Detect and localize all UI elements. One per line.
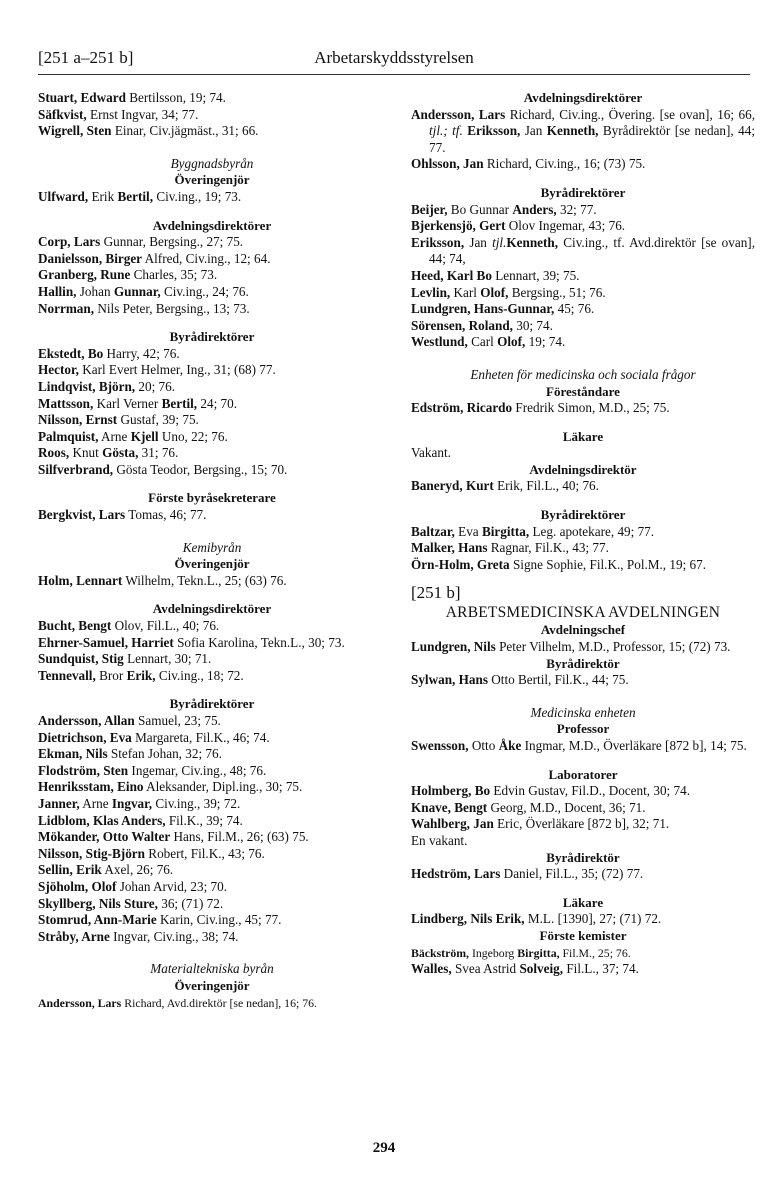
- entry-details: Edvin Gustav, Fil.D., Docent, 30; 74.: [490, 783, 690, 799]
- entry-details: Vakant.: [411, 445, 451, 461]
- entry-details: Margareta, Fil.K., 46; 74.: [131, 729, 270, 745]
- entry-details: Bergsing., 51; 76.: [508, 284, 606, 300]
- entry-surname: Ohlsson, Jan: [411, 156, 484, 172]
- entry-details: Arne: [98, 428, 131, 444]
- directory-entry: [38, 507, 386, 524]
- entry-surname: Beijer,: [411, 201, 448, 217]
- entry-details: Civ.ing., 18; 72.: [155, 667, 244, 683]
- directory-entry: [38, 846, 386, 863]
- entry-surname: Eriksson,: [411, 234, 465, 250]
- running-title: Arbetarskyddsstyrelsen: [314, 48, 474, 67]
- directory-entry: [38, 90, 386, 107]
- entry-details: Richard, Civ.ing., Övering. [se ovan], 16; 66,: [505, 106, 756, 122]
- entry-details: 19; 74.: [525, 334, 566, 350]
- entry-surname: Edström, Ricardo: [411, 400, 513, 416]
- directory-entry: [411, 218, 755, 235]
- entry-surname: Westlund,: [411, 334, 468, 350]
- directory-entry: [411, 235, 755, 268]
- directory-entry: [38, 779, 386, 796]
- entry-surname: Stråby, Arne: [38, 928, 110, 944]
- position-heading: Avdelningsdirektörer: [152, 601, 272, 617]
- entry-details: Einar, Civ.jägmäst., 31; 66.: [111, 123, 259, 139]
- directory-entry: [411, 800, 755, 817]
- entry-surname: Danielsson, Birger: [38, 250, 143, 266]
- directory-entry: [38, 651, 386, 668]
- entry-surname: Mökander, Otto Walter: [38, 829, 171, 845]
- position-heading: Avdelningsdirektör: [529, 461, 637, 477]
- entry-details: Civ.ing., 19; 73.: [153, 188, 242, 204]
- entry-details: Leg. apotekare, 49; 77.: [529, 523, 655, 539]
- entry-details: Hans, Fil.M., 26; (63) 75.: [170, 829, 309, 845]
- entry-details: Ingeborg: [469, 945, 518, 960]
- directory-entry: [411, 672, 755, 689]
- directory-entry: [38, 730, 386, 747]
- entry-details: Erik, Fil.L., 40; 76.: [493, 478, 599, 494]
- directory-entry: [38, 912, 386, 929]
- entry-note: tjl.; tf.: [429, 123, 463, 139]
- directory-entry: [411, 866, 755, 883]
- entry-details: Eva: [454, 523, 482, 539]
- directory-entry: [411, 445, 755, 462]
- entry-details: 45; 76.: [554, 301, 595, 317]
- directory-entry: [38, 763, 386, 780]
- entry-details: Bo Gunnar: [447, 201, 513, 217]
- entry-callname: Kenneth,: [506, 234, 559, 250]
- entry-details: Peter Vilhelm, M.D., Professor, 15; (72) 73.: [495, 639, 731, 655]
- position-heading: Avdelningsdirektörer: [152, 217, 272, 233]
- entry-callname: Erik,: [126, 667, 156, 683]
- directory-entry: [411, 540, 755, 557]
- directory-entry: [38, 668, 386, 685]
- entry-details: Jan: [520, 123, 547, 139]
- entry-surname: Ekman, Nils: [38, 746, 108, 762]
- header-rule: [38, 74, 750, 75]
- entry-surname: Holmberg, Bo: [411, 783, 491, 799]
- entry-surname: Sjöholm, Olof: [38, 878, 117, 894]
- entry-surname: Janner,: [38, 795, 80, 811]
- entry-surname: Nilsson, Stig-Björn: [38, 845, 145, 861]
- entry-details: Arne: [79, 795, 112, 811]
- entry-callname: Olof,: [480, 284, 509, 300]
- section-heading: Materialtekniska byrån: [150, 961, 274, 977]
- position-heading: Laboratorer: [548, 766, 618, 782]
- entry-details: Fil.L., 37; 74.: [563, 961, 639, 977]
- entry-surname: Hedström, Lars: [411, 866, 501, 882]
- directory-entry: [38, 879, 386, 896]
- entry-details: Jan: [464, 234, 493, 250]
- directory-entry: [411, 524, 755, 541]
- entry-details: Fredrik Simon, M.D., 25; 75.: [512, 400, 670, 416]
- entry-surname: Andersson, Lars: [411, 106, 506, 122]
- entry-callname: Ingvar,: [111, 795, 153, 811]
- page-number: 294: [372, 1140, 396, 1156]
- entry-details: Olov Ingemar, 43; 76.: [505, 218, 626, 234]
- section-heading: Enheten för medicinska och sociala frågor: [470, 366, 696, 382]
- entry-details: 31; 76.: [138, 445, 179, 461]
- entry-surname: Dietrichson, Eva: [38, 729, 132, 745]
- directory-entry: [411, 911, 755, 928]
- entry-details: Robert, Fil.K., 43; 76.: [144, 845, 265, 861]
- entry-details: Karl Verner: [93, 395, 162, 411]
- entry-details: Nils Peter, Bergsing., 13; 73.: [94, 300, 250, 316]
- entry-details: Bror: [95, 667, 127, 683]
- entry-details: Fil.K., 39; 74.: [165, 812, 243, 828]
- entry-surname: Andersson, Allan: [38, 713, 135, 728]
- entry-details: M.L. [1390], 27; (71) 72.: [524, 911, 662, 927]
- entry-details: Civ.ing., 24; 76.: [160, 283, 249, 299]
- entry-details: Svea Astrid: [451, 961, 520, 977]
- entry-surname: Granberg, Rune: [38, 267, 131, 283]
- entry-surname: Flodström, Sten: [38, 762, 129, 778]
- entry-surname: Malker, Hans: [411, 540, 488, 556]
- entry-surname: Ehrner-Samuel, Harriet: [38, 634, 174, 650]
- running-header: [38, 48, 750, 72]
- entry-surname: Sörensen, Roland,: [411, 317, 513, 333]
- entry-details: Civ.ing., tf. Avd.direktör [se ovan], 44; 74,: [429, 234, 755, 267]
- directory-entry: [38, 267, 386, 284]
- entry-details: Byrådirektör [se nedan], 44; 77.: [429, 123, 755, 155]
- directory-entry: [411, 334, 755, 351]
- position-heading: Föreståndare: [546, 383, 620, 399]
- entry-surname: Lundgren, Hans-Gunnar,: [411, 301, 555, 317]
- entry-details: Charles, 35; 73.: [130, 267, 218, 283]
- directory-entry: [38, 379, 386, 396]
- position-heading: Överingenjör: [174, 977, 250, 993]
- directory-entry: [38, 929, 386, 946]
- entry-details: 30; 74.: [512, 317, 553, 333]
- entry-surname: Hector,: [38, 362, 79, 378]
- directory-entry: [411, 301, 755, 318]
- entry-details: Carl: [467, 334, 498, 350]
- entry-details: Gösta Teodor, Bergsing., 15; 70.: [113, 461, 288, 477]
- entry-details: Tomas, 46; 77.: [125, 507, 207, 523]
- entry-details: Otto: [468, 738, 499, 753]
- position-heading: Förste kemister: [539, 927, 627, 943]
- entry-details: Daniel, Fil.L., 35; (72) 77.: [500, 866, 644, 882]
- entry-surname: Andersson, Lars: [38, 995, 122, 1010]
- directory-entry: [411, 285, 755, 302]
- entry-callname: Kjell: [130, 428, 159, 444]
- left-column: [38, 90, 386, 1011]
- directory-entry: [38, 618, 386, 635]
- entry-details: Karl Evert Helmer, Ing., 31; (68) 77.: [78, 362, 276, 378]
- entry-surname: Norrman,: [38, 300, 95, 316]
- position-heading: Byrådirektörer: [540, 184, 626, 200]
- entry-details: En vakant.: [411, 832, 468, 848]
- entry-details: Wilhelm, Tekn.L., 25; (63) 76.: [122, 572, 287, 588]
- entry-surname: Baneryd, Kurt: [411, 478, 494, 494]
- directory-entry: [411, 738, 755, 755]
- entry-surname: Bergkvist, Lars: [38, 507, 126, 523]
- directory-entry: [38, 396, 386, 413]
- entry-surname: Skyllberg, Nils Sture,: [38, 895, 158, 911]
- directory-entry: [411, 945, 755, 962]
- position-heading: Överingenjör: [174, 556, 250, 572]
- entry-surname: Corp, Lars: [38, 234, 101, 250]
- entry-surname: Mattsson,: [38, 395, 94, 411]
- entry-details: Signe Sophie, Fil.K., Pol.M., 19; 67.: [509, 556, 707, 572]
- entry-surname: Heed, Karl Bo: [411, 267, 492, 283]
- directory-entry: [38, 862, 386, 879]
- entry-callname: Kenneth,: [546, 123, 599, 139]
- entry-callname: Åke: [498, 738, 522, 753]
- entry-details: Johan: [76, 283, 114, 299]
- entry-surname: Wigrell, Sten: [38, 123, 112, 139]
- entry-callname: Anders,: [512, 201, 557, 217]
- entry-surname: Ulfward,: [38, 188, 89, 204]
- entry-details: Lennart, 39; 75.: [491, 267, 580, 283]
- entry-details: Knut: [69, 445, 103, 461]
- entry-surname: Sylwan, Hans: [411, 672, 488, 688]
- directory-entry: [38, 429, 386, 446]
- entry-surname: Wahlberg, Jan: [411, 816, 494, 832]
- entry-surname: Levlin,: [411, 284, 451, 300]
- directory-entry: [38, 713, 386, 730]
- directory-entry: [38, 573, 386, 590]
- directory-entry: [411, 783, 755, 800]
- entry-callname: Solveig,: [519, 961, 564, 977]
- directory-entry: [38, 995, 386, 1012]
- entry-details: 32; 77.: [556, 201, 597, 217]
- entry-details: 20; 76.: [135, 378, 176, 394]
- directory-entry: [38, 107, 386, 124]
- directory-entry: [38, 301, 386, 318]
- entry-details: Otto Bertil, Fil.K., 44; 75.: [487, 672, 629, 688]
- entry-surname: Palmquist,: [38, 428, 99, 444]
- entry-details: Ragnar, Fil.K., 43; 77.: [487, 540, 609, 556]
- entry-callname: Bertil,: [161, 395, 198, 411]
- directory-entry: [38, 829, 386, 846]
- directory-entry: [411, 833, 755, 850]
- directory-entry: [38, 346, 386, 363]
- entry-details: Richard, Avd.direktör [se nedan], 16; 76.: [121, 995, 317, 1010]
- directory-entry: [411, 400, 755, 417]
- directory-entry: [38, 462, 386, 479]
- directory-entry: [38, 635, 386, 652]
- entry-details: 24; 70.: [197, 395, 238, 411]
- entry-callname: Eriksson,: [462, 123, 521, 139]
- section-heading: Byggnadsbyrån: [170, 155, 254, 171]
- entry-surname: Lindqvist, Björn,: [38, 378, 136, 394]
- entry-details: Gunnar, Bergsing., 27; 75.: [100, 234, 244, 250]
- directory-entry: [38, 362, 386, 379]
- directory-entry: [411, 268, 755, 285]
- directory-entry: [411, 202, 755, 219]
- entry-surname: Tennevall,: [38, 667, 96, 683]
- directory-entry: [38, 284, 386, 301]
- department-title: ARBETSMEDICINSKA AVDELNINGEN: [445, 604, 721, 622]
- entry-callname: Gösta,: [102, 445, 139, 461]
- directory-entry: [411, 961, 755, 978]
- directory-entry: [38, 896, 386, 913]
- directory-entry: [38, 746, 386, 763]
- entry-surname: Baltzar,: [411, 523, 455, 539]
- entry-details: Georg, M.D., Docent, 36; 71.: [487, 799, 646, 815]
- right-column: [411, 90, 755, 978]
- directory-entry: [411, 557, 755, 574]
- entry-surname: Nilsson, Ernst: [38, 412, 118, 428]
- position-heading: Byrådirektörer: [169, 696, 255, 712]
- directory-entry: [411, 478, 755, 495]
- entry-details: Ingemar, Civ.ing., 48; 76.: [128, 762, 267, 778]
- entry-details: Bertilsson, 19; 74.: [125, 90, 226, 105]
- entry-surname: Silfverbrand,: [38, 461, 114, 477]
- entry-surname: Knave, Bengt: [411, 799, 488, 815]
- directory-entry: [38, 813, 386, 830]
- section-number: [251 b]: [411, 583, 461, 603]
- entry-details: Gustaf, 39; 75.: [117, 412, 199, 428]
- directory-entry: [38, 189, 386, 206]
- entry-note: tjl.: [492, 234, 507, 250]
- entry-details: Ernst Ingvar, 34; 77.: [86, 106, 199, 122]
- position-heading: Överingenjör: [174, 172, 250, 188]
- directory-entry: [411, 156, 755, 173]
- entry-surname: Ekstedt, Bo: [38, 345, 104, 361]
- position-heading: Professor: [556, 721, 610, 737]
- directory-entry: [411, 107, 755, 157]
- directory-entry: [38, 412, 386, 429]
- entry-surname: Holm, Lennart: [38, 572, 123, 588]
- entry-surname: Sundquist, Stig: [38, 651, 124, 667]
- entry-surname: Sellin, Erik: [38, 862, 102, 878]
- directory-entry: [411, 816, 755, 833]
- page-range: [251 a–251 b]: [38, 48, 134, 67]
- position-heading: Läkare: [562, 894, 604, 910]
- entry-surname: Stuart, Edward: [38, 90, 126, 105]
- directory-entry: [411, 639, 755, 656]
- entry-details: Sofia Karolina, Tekn.L., 30; 73.: [173, 634, 345, 650]
- directory-entry: [38, 234, 386, 251]
- entry-details: Eric, Överläkare [872 b], 32; 71.: [493, 816, 670, 832]
- entry-details: Fil.M., 25; 76.: [559, 945, 631, 960]
- entry-details: Olov, Fil.L., 40; 76.: [111, 618, 220, 634]
- entry-details: Ingvar, Civ.ing., 38; 74.: [109, 928, 239, 944]
- entry-callname: Birgitta,: [481, 523, 530, 539]
- entry-details: Karin, Civ.ing., 45; 77.: [156, 912, 282, 928]
- directory-entry: [38, 251, 386, 268]
- entry-details: Karl: [450, 284, 481, 300]
- position-heading: Byrådirektörer: [540, 507, 626, 523]
- entry-callname: Bertil,: [117, 188, 154, 204]
- entry-surname: Örn-Holm, Greta: [411, 556, 510, 572]
- section-heading: Kemibyrån: [182, 539, 242, 555]
- entry-surname: Walles,: [411, 961, 452, 977]
- entry-details: Samuel, 23; 75.: [134, 713, 221, 728]
- entry-details: Uno, 22; 76.: [158, 428, 228, 444]
- entry-details: Aleksander, Dipl.ing., 30; 75.: [143, 779, 303, 795]
- entry-details: Lennart, 30; 71.: [123, 651, 212, 667]
- entry-surname: Lidblom, Klas Anders,: [38, 812, 166, 828]
- entry-callname: Gunnar,: [113, 283, 161, 299]
- entry-details: Erik: [88, 188, 118, 204]
- entry-details: 36; (71) 72.: [157, 895, 224, 911]
- section-heading: Medicinska enheten: [530, 704, 636, 720]
- directory-entry: [38, 445, 386, 462]
- entry-details: Alfred, Civ.ing., 12; 64.: [142, 250, 271, 266]
- entry-surname: Bäckström,: [411, 945, 469, 960]
- directory-entry: [411, 318, 755, 335]
- entry-surname: Lundgren, Nils: [411, 639, 496, 655]
- entry-details: Harry, 42; 76.: [103, 345, 180, 361]
- position-heading: Förste byråsekreterare: [148, 490, 276, 506]
- entry-callname: Birgitta,: [517, 945, 560, 960]
- entry-surname: Lindberg, Nils Erik,: [411, 911, 525, 927]
- entry-details: Axel, 26; 76.: [101, 862, 174, 878]
- position-heading: Byrådirektör: [546, 849, 620, 865]
- entry-surname: Säfkvist,: [38, 106, 87, 122]
- entry-details: Ingmar, M.D., Överläkare [872 b], 14; 75.: [521, 738, 747, 753]
- position-heading: Avdelningschef: [540, 622, 626, 638]
- entry-surname: Henriksstam, Eino: [38, 779, 144, 795]
- directory-entry: [38, 796, 386, 813]
- entry-details: Stefan Johan, 32; 76.: [107, 746, 222, 762]
- entry-surname: Roos,: [38, 445, 70, 461]
- position-heading: Läkare: [562, 428, 604, 444]
- directory-entry: [38, 123, 386, 140]
- entry-surname: Hallin,: [38, 283, 77, 299]
- entry-callname: Olof,: [497, 334, 526, 350]
- entry-surname: Stomrud, Ann-Marie: [38, 912, 157, 928]
- entry-surname: Bucht, Bengt: [38, 618, 112, 634]
- entry-surname: Bjerkensjö, Gert: [411, 218, 506, 234]
- entry-details: Civ.ing., 39; 72.: [152, 795, 241, 811]
- position-heading: Byrådirektör: [546, 655, 620, 671]
- entry-details: Richard, Civ.ing., 16; (73) 75.: [483, 156, 646, 172]
- entry-surname: Swensson,: [411, 738, 469, 753]
- position-heading: Avdelningsdirektörer: [523, 90, 643, 105]
- position-heading: Byrådirektörer: [169, 329, 255, 345]
- entry-details: Johan Arvid, 23; 70.: [116, 878, 228, 894]
